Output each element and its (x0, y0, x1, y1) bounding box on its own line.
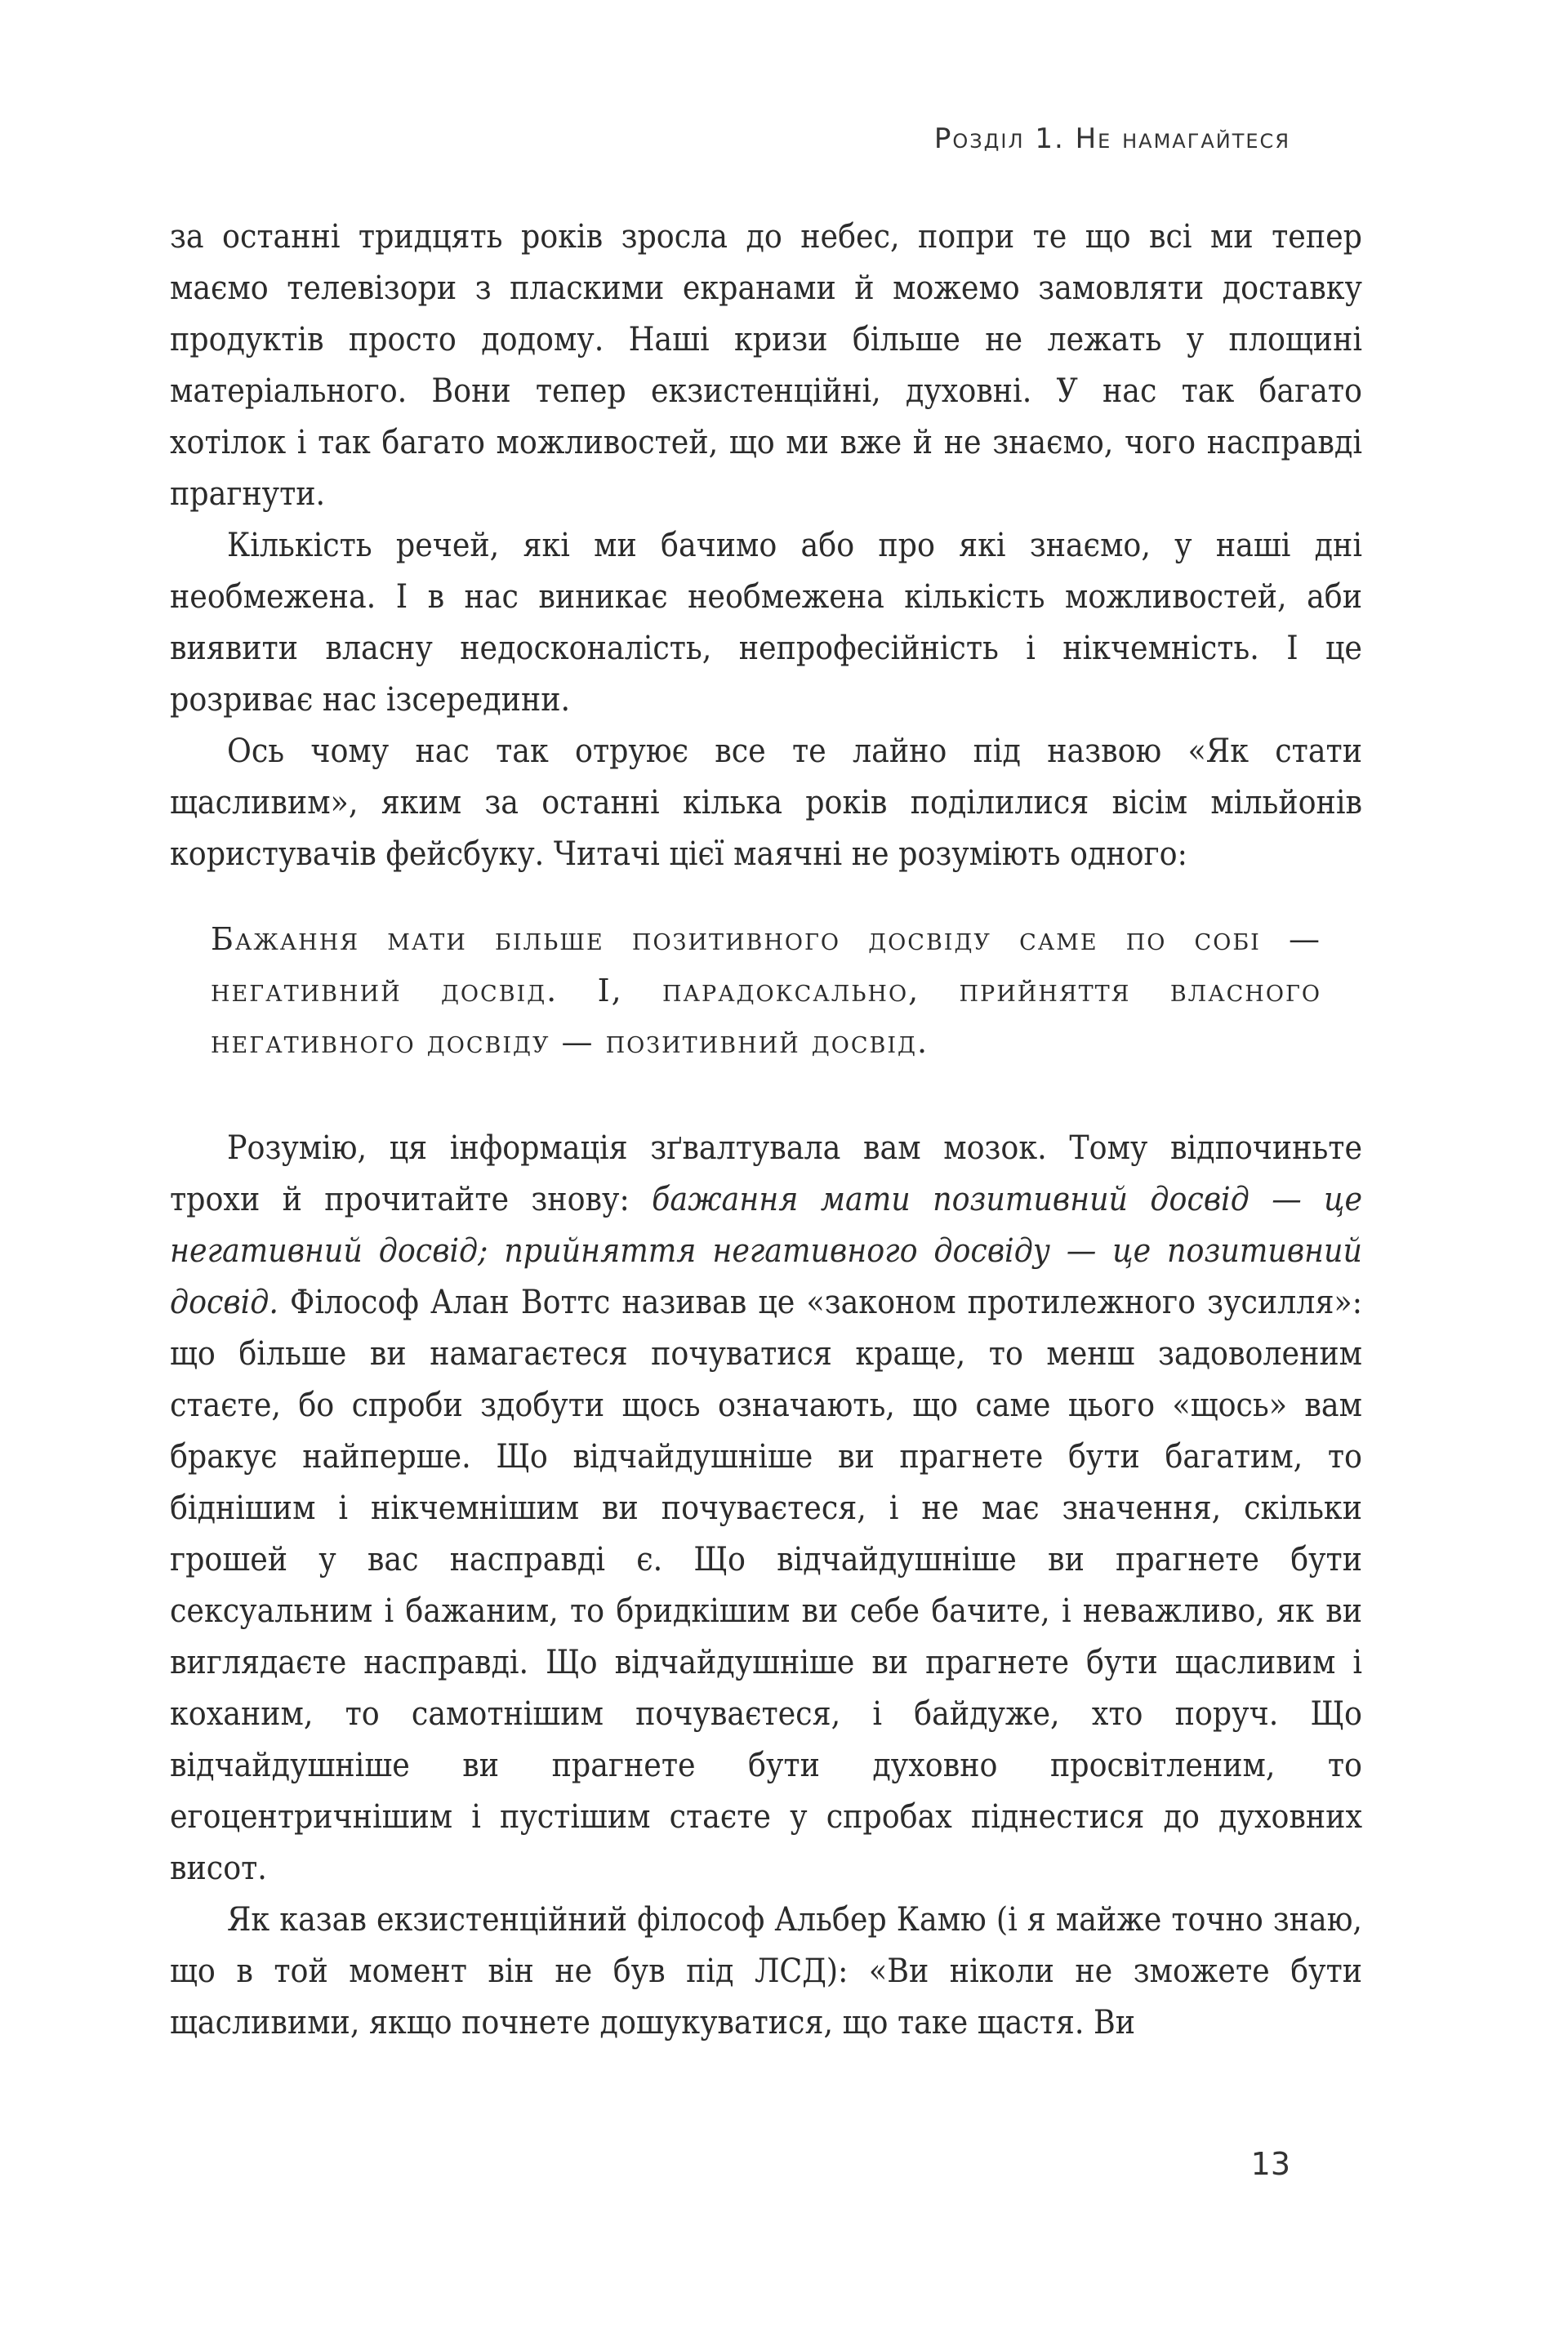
running-header: Розділ 1. Не намагайтеся (933, 122, 1290, 155)
page-number: 13 (1250, 2146, 1290, 2182)
pull-quote: Бажання мати більше позитивного досвіду саме по собі — негативний досвід. І, парадоксально, прийняття власного негативного досвіду — позитивний досвід. (211, 921, 1321, 1060)
paragraph-5: Як казав екзистенційний філософ Альбер Камю (і я майже точно знаю, що в той момент він не був під ЛСД): «Ви ніколи не зможете бути щасливими, якщо почнете дошукуватися, що таке щастя. Ви (170, 1899, 1362, 2042)
paragraph-4-end: Філософ Алан Воттс називав це «законом протилежного зусилля»: що більше ви намагаєтеся почуватися краще, то менш задоволеним стаєте, бо спроби здобути щось означають, що саме цього «щось» вам бракує найперше. Що відчайдушніше ви прагнете бути багатим, то біднішим і нікчемнішим ви почуваєтеся, і не має значення, скільки грошей у вас насправді є. Що відчайдушніше ви прагнете бути сексуальним і бажаним, то бридкішим ви себе бачите, і неважливо, як ви виглядаєте насправді. Що відчайдушніше ви прагнете бути щасливим і коханим, то самотнішим почуваєтеся, і байдуже, хто поруч. Що відчайдушніше ви прагнете бути духовно просвітленим, то егоцентричнішим і пустішим стаєте у спробах піднестися до духовних висот. (170, 1282, 1362, 1887)
paragraph-2: Кількість речей, які ми бачимо або про які знаємо, у наші дні необмежена. І в нас виникає необмежена кількість можливостей, аби виявити власну недосконалість, непрофесійність і нікчемність. І це розриває нас ізсередини. (170, 525, 1362, 719)
paragraph-4-start: Розумію, ця інформація зґвалтувала вам мозок. Тому відпочиньте трохи й прочитайте знову: (170, 1128, 1362, 1218)
paragraph-1: за останні тридцять років зросла до небес, попри те що всі ми тепер маємо телевізори з пласкими екранами й можемо замовляти доставку продуктів просто додому. Наші кризи більше не лежать у площині матеріального. Вони тепер екзистенційні, духовні. У нас так багато хотілок і так багато можливостей, що ми вже й не знаємо, чого насправді прагнути. (170, 216, 1362, 513)
paragraph-3: Ось чому нас так отруює все те лайно під назвою «Як стати щасливим», яким за останні кілька років поділилися вісім мільйонів користувачів фейсбуку. Читачі цієї маячні не розуміють одного: (170, 731, 1362, 873)
paragraph-4 (170, 1122, 1362, 1894)
page-body (170, 211, 1362, 2048)
paragraph-4-italic: бажання мати позитивний досвід — це негативний досвід; прийняття негативного досвіду — це позитивний досвід. (170, 1179, 1363, 1321)
